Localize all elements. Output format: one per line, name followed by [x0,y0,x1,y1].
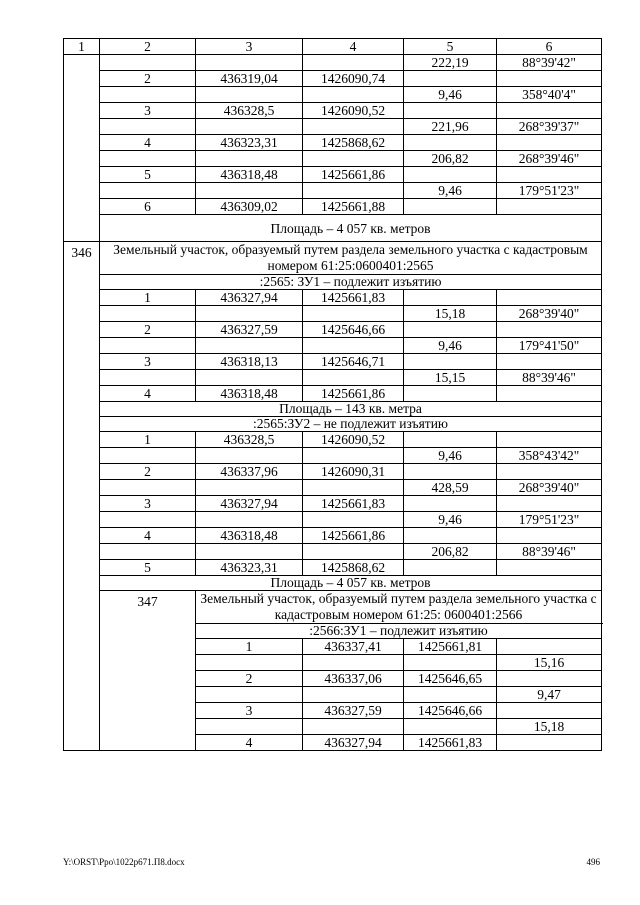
point-number: 5 [100,167,196,183]
empty-cell [404,167,497,183]
coordinate-x: 436309,02 [196,199,303,215]
coordinate-y: 1425661,83 [303,290,404,306]
coordinate-x: 436337,96 [196,464,303,480]
empty-cell [100,480,196,496]
empty-cell [100,306,196,322]
area-text: Площадь – 4 057 кв. метров [100,215,602,242]
point-number: 1 [196,639,303,655]
empty-cell [404,687,497,703]
empty-cell [404,528,497,544]
segment-length: 428,59 [404,480,497,496]
direction-angle: 88°39'42" [497,55,602,71]
coordinate-y: 1425661,83 [303,496,404,512]
empty-cell [404,354,497,370]
subheading-text: :2565: ЗУ1 – подлежит изъятию [100,275,602,290]
segment-row [64,370,602,386]
empty-cell [100,512,196,528]
header-row [64,39,602,55]
coordinate-x: 436318,48 [196,528,303,544]
coordinate-y: 1425868,62 [303,560,404,576]
direction-angle: 358°43'42" [497,448,602,464]
point-number: 1 [100,290,196,306]
parcel-title: Земельный участок, образуемый путем раздела земельного участка с кадастровым номером 61:25:0600401:2565 [100,242,602,275]
direction-angle: 88°39'46" [497,544,602,560]
point-row [64,496,602,512]
point-row [64,354,602,370]
subheading-row [64,576,602,591]
empty-cell [100,119,196,135]
empty-cell [100,183,196,199]
point-number: 3 [100,103,196,119]
segment-row [64,119,602,135]
point-row [64,432,602,448]
coordinate-y: 1425646,66 [404,703,497,719]
direction-angle: 179°51'23" [497,512,602,528]
empty-cell [196,306,303,322]
empty-cell [196,655,303,671]
point-row [64,103,602,119]
direction-angle: 179°41'50" [497,338,602,354]
direction-angle: 358°40'4" [497,87,602,103]
empty-cell [303,512,404,528]
subheading-text: :2565:ЗУ2 – не подлежит изъятию [100,417,602,432]
column-header-1: 1 [64,39,100,55]
empty-cell [100,55,196,71]
empty-cell [303,687,404,703]
subheading-text: Площадь – 143 кв. метра [100,402,602,417]
point-row [64,322,602,338]
empty-cell [404,135,497,151]
segment-length: 9,46 [404,183,497,199]
empty-cell [196,448,303,464]
footer-page-number: 496 [586,857,600,867]
column-header-6: 6 [497,39,602,55]
segment-row [64,480,602,496]
coordinate-x: 436337,06 [303,671,404,687]
column-header-4: 4 [303,39,404,55]
coordinate-y: 1425646,71 [303,354,404,370]
point-row [64,528,602,544]
empty-cell [497,432,602,448]
parcel-number: 347 [100,591,196,751]
coordinate-x: 436323,31 [196,560,303,576]
empty-cell [303,338,404,354]
point-number: 5 [100,560,196,576]
direction-angle: 268°39'40" [497,480,602,496]
segment-row [64,338,602,354]
point-number: 6 [100,199,196,215]
point-number: 4 [100,528,196,544]
point-row [64,167,602,183]
empty-cell [303,151,404,167]
empty-cell [497,322,602,338]
empty-cell [497,735,602,751]
point-row [64,135,602,151]
empty-cell [404,432,497,448]
coordinate-x: 436323,31 [196,135,303,151]
empty-cell [100,448,196,464]
number-cell [64,55,100,242]
coordinate-y: 1425661,88 [303,199,404,215]
coordinate-x: 436318,13 [196,354,303,370]
coordinate-y: 1425868,62 [303,135,404,151]
direction-angle: 268°39'46" [497,151,602,167]
empty-cell [404,496,497,512]
empty-cell [404,71,497,87]
subheading-text: Площадь – 4 057 кв. метров [100,576,602,591]
coordinate-x: 436327,59 [303,703,404,719]
point-number: 2 [100,322,196,338]
subheading-row [64,402,602,417]
empty-cell [497,496,602,512]
empty-cell [497,528,602,544]
coordinate-x: 436318,48 [196,386,303,402]
empty-cell [497,354,602,370]
empty-cell [303,719,404,735]
empty-cell [497,135,602,151]
direction-angle: 268°39'40" [497,306,602,322]
segment-row [64,55,602,71]
column-header-2: 2 [100,39,196,55]
coordinate-x: 436327,94 [303,735,404,751]
coordinate-x: 436337,41 [303,639,404,655]
empty-cell [100,544,196,560]
segment-row [64,87,602,103]
empty-cell [196,480,303,496]
empty-cell [196,87,303,103]
coordinate-x: 436327,94 [196,496,303,512]
segment-row [64,448,602,464]
segment-length: 222,19 [404,55,497,71]
segment-length: 15,18 [404,306,497,322]
empty-cell [196,544,303,560]
point-number: 2 [100,71,196,87]
empty-cell [196,119,303,135]
parcel-title-row [64,242,602,275]
segment-length: 15,15 [404,370,497,386]
segment-row [64,512,602,528]
segment-row [64,544,602,560]
empty-cell [404,290,497,306]
empty-cell [497,703,602,719]
empty-cell [303,480,404,496]
empty-cell [497,639,602,655]
coordinate-y: 1425661,86 [303,386,404,402]
coordinate-y: 1426090,74 [303,71,404,87]
segment-row [64,306,602,322]
coordinate-x: 436328,5 [196,103,303,119]
empty-cell [100,338,196,354]
column-header-5: 5 [404,39,497,55]
empty-cell [100,151,196,167]
empty-cell [196,370,303,386]
segment-length: 9,47 [497,687,602,703]
point-number: 3 [100,354,196,370]
direction-angle: 179°51'23" [497,183,602,199]
coordinate-x: 436318,48 [196,167,303,183]
segment-row [64,183,602,199]
empty-cell [303,655,404,671]
coordinate-y: 1426090,52 [303,432,404,448]
point-number: 2 [196,671,303,687]
segment-row [64,151,602,167]
empty-cell [303,306,404,322]
point-number: 3 [196,703,303,719]
coordinates-table [63,38,602,751]
empty-cell [497,560,602,576]
point-number: 3 [100,496,196,512]
point-number: 4 [100,386,196,402]
empty-cell [497,199,602,215]
footer-file-path: Y:\ORST\Ppo\1022p671.П8.docx [63,857,185,867]
segment-length: 9,46 [404,448,497,464]
empty-cell [303,370,404,386]
segment-length: 15,18 [497,719,602,735]
empty-cell [404,464,497,480]
parcel-number: 346 [64,242,100,751]
coordinate-y: 1425661,81 [404,639,497,655]
direction-angle: 88°39'46" [497,370,602,386]
empty-cell [497,464,602,480]
empty-cell [497,671,602,687]
empty-cell [303,448,404,464]
segment-length: 15,16 [497,655,602,671]
direction-angle: 268°39'37" [497,119,602,135]
empty-cell [100,370,196,386]
point-number: 1 [100,432,196,448]
empty-cell [497,71,602,87]
point-row [64,199,602,215]
subheading-row [64,417,602,432]
empty-cell [303,55,404,71]
point-row [64,464,602,480]
empty-cell [196,687,303,703]
point-number: 4 [100,135,196,151]
point-number: 2 [100,464,196,480]
coordinate-x: 436327,59 [196,322,303,338]
empty-cell [404,322,497,338]
point-row [64,290,602,306]
subheading-text: :2566:ЗУ1 – подлежит изъятию [196,624,602,639]
empty-cell [404,655,497,671]
coordinate-x: 436319,04 [196,71,303,87]
coordinate-x: 436328,5 [196,432,303,448]
empty-cell [196,719,303,735]
empty-cell [196,151,303,167]
empty-cell [100,87,196,103]
empty-cell [196,512,303,528]
empty-cell [196,55,303,71]
parcel-title-row [64,591,602,624]
coordinate-y: 1425661,86 [303,167,404,183]
empty-cell [497,290,602,306]
point-number: 4 [196,735,303,751]
parcel-title: Земельный участок, образуемый путем раздела земельного участка с кадастровым номером 61:25: 0600401:2566 [196,591,602,624]
coordinate-y: 1425661,86 [303,528,404,544]
coordinate-y: 1426090,31 [303,464,404,480]
segment-length: 9,46 [404,87,497,103]
segment-length: 221,96 [404,119,497,135]
area-row [64,215,602,242]
column-header-3: 3 [196,39,303,55]
empty-cell [303,544,404,560]
empty-cell [303,87,404,103]
coordinate-y: 1425661,83 [404,735,497,751]
empty-cell [196,183,303,199]
subheading-row [64,275,602,290]
coordinate-y: 1426090,52 [303,103,404,119]
coordinate-y: 1425646,65 [404,671,497,687]
coordinate-x: 436327,94 [196,290,303,306]
empty-cell [497,386,602,402]
empty-cell [404,103,497,119]
segment-length: 9,46 [404,338,497,354]
empty-cell [497,103,602,119]
point-row [64,560,602,576]
empty-cell [196,338,303,354]
point-row [64,386,602,402]
empty-cell [404,719,497,735]
table-body [64,55,602,751]
empty-cell [404,386,497,402]
segment-length: 9,46 [404,512,497,528]
empty-cell [303,183,404,199]
empty-cell [404,560,497,576]
empty-cell [404,199,497,215]
empty-cell [497,167,602,183]
point-row [64,71,602,87]
coordinate-y: 1425646,66 [303,322,404,338]
empty-cell [303,119,404,135]
segment-length: 206,82 [404,544,497,560]
segment-length: 206,82 [404,151,497,167]
